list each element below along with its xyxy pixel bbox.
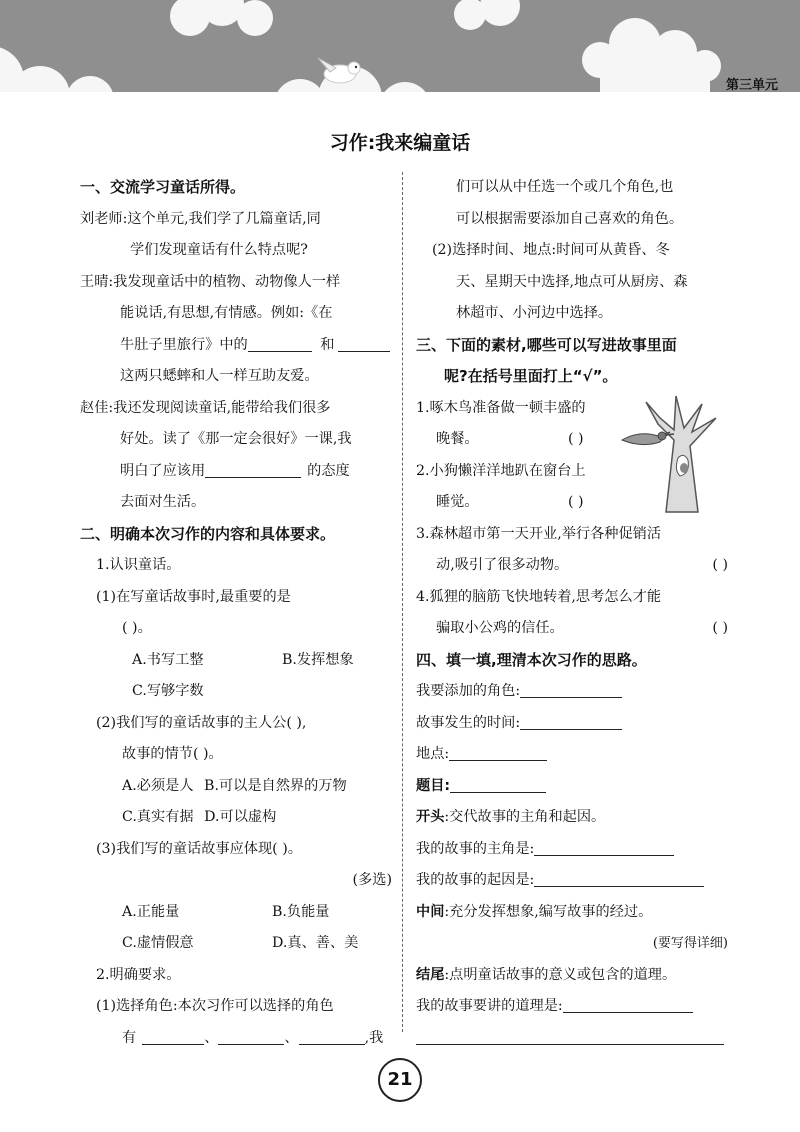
text-line: 学们发现童话有什么特点呢? — [130, 242, 308, 258]
text-line: 赵佳:我还发现阅读童话,能带给我们很多 — [80, 399, 331, 416]
option-c[interactable]: C.真实有据 — [122, 809, 194, 825]
blank-field[interactable] — [299, 1028, 365, 1045]
text: 明白了应该用 — [120, 462, 206, 479]
blank-field[interactable] — [142, 1028, 204, 1045]
text-line: 林超市、小河边中选择。 — [456, 305, 613, 321]
text-line: 王晴:我发现童话中的植物、动物像人一样 — [80, 273, 341, 290]
text-line: (2)选择时间、地点:时间可从黄昏、冬 — [432, 242, 670, 258]
text-line: 们可以从中任选一个或几个角色,也 — [456, 179, 674, 195]
note-multi: (多选) — [352, 872, 392, 888]
option-c[interactable]: C.虚情假意 — [122, 935, 194, 951]
text: 题目: — [416, 777, 451, 794]
text: 睡觉。 — [436, 494, 479, 510]
question: (2)我们写的童话故事的主人公( ), — [96, 714, 307, 731]
blank-field[interactable] — [563, 996, 693, 1013]
fill-line — [416, 834, 728, 866]
question: (3)我们写的童话故事应体现( )。 — [96, 840, 302, 857]
question: (1)在写童话故事时,最重要的是 — [96, 588, 291, 605]
answer-paren[interactable]: ( )。 — [122, 620, 152, 636]
page-title: 习作:我来编童话 — [329, 132, 471, 154]
clouds-decoration — [0, 0, 800, 92]
fill-line — [416, 771, 728, 803]
text: ,我 — [364, 1029, 384, 1046]
checkbox-paren[interactable]: ( ) — [568, 494, 584, 510]
text: 我的故事要讲的道理是: — [416, 998, 563, 1014]
text: 有 — [122, 1029, 137, 1046]
blank-field[interactable] — [534, 839, 674, 856]
option-c[interactable]: C.写够字数 — [132, 683, 204, 699]
text-line: 好处。读了《那一定会很好》一课,我 — [120, 431, 352, 447]
label-opening: 开头 — [416, 809, 445, 825]
checkbox-paren[interactable]: ( ) — [568, 431, 584, 447]
option-b[interactable]: B.发挥想象 — [282, 651, 354, 668]
blank-field[interactable] — [338, 335, 390, 352]
blank-field[interactable] — [416, 1028, 724, 1045]
fill-line — [416, 676, 728, 708]
text-line: 天、星期天中选择,地点可从厨房、森 — [456, 273, 688, 290]
text-line: 去面对生活。 — [120, 494, 206, 510]
fill-line — [416, 1023, 728, 1055]
question: (1)选择角色:本次习作可以选择的角色 — [96, 998, 334, 1014]
fill-line — [416, 739, 728, 771]
blank-field[interactable] — [248, 335, 312, 352]
option-a[interactable]: A.必须是人 — [122, 777, 194, 794]
material-4 — [416, 613, 728, 645]
text: 、 — [204, 1029, 219, 1046]
options — [80, 771, 392, 803]
blank-field[interactable] — [450, 776, 546, 793]
question: 故事的情节( )。 — [122, 746, 223, 762]
text-line — [416, 802, 728, 834]
option-d[interactable]: D.真、善、美 — [272, 935, 359, 951]
text: 晚餐。 — [436, 431, 479, 447]
left-column — [80, 172, 392, 1054]
text: 牛肚子里旅行》中的 — [120, 336, 248, 353]
header-banner — [0, 0, 800, 92]
material-3: 3.森林超市第一天开业,举行各种促销活 — [416, 525, 662, 542]
fill-line — [416, 991, 728, 1023]
text: :充分发挥想象,编写故事的经过。 — [444, 903, 653, 920]
text-line: 这两只蟋蟀和人一样互助友爱。 — [120, 368, 319, 384]
section-4-heading: 四、填一填,理清本次习作的思路。 — [416, 650, 647, 669]
option-a[interactable]: A.正能量 — [122, 903, 180, 920]
text: 骗取小公鸡的信任。 — [436, 620, 564, 636]
text-line — [80, 456, 392, 488]
material-3 — [416, 550, 728, 582]
option-d[interactable]: D.可以虚构 — [204, 809, 277, 825]
section-1-heading: 一、交流学习童话所得。 — [80, 178, 246, 196]
blank-field[interactable] — [520, 713, 622, 730]
text: :交代故事的主角和起因。 — [444, 809, 606, 825]
page-number: 21 — [378, 1058, 422, 1102]
fill-line — [416, 708, 728, 740]
options — [80, 897, 392, 929]
text-line: 可以根据需要添加自己喜欢的角色。 — [456, 210, 684, 227]
blank-field[interactable] — [205, 461, 301, 478]
note-detail: (要写得详细) — [652, 936, 728, 951]
blank-field[interactable] — [218, 1028, 284, 1045]
text: 我要添加的角色: — [416, 683, 521, 699]
label-ending: 结尾 — [416, 966, 445, 983]
checkbox-paren[interactable]: ( ) — [712, 557, 728, 573]
blank-field[interactable] — [534, 870, 704, 887]
section-3-heading: 三、下面的素材,哪些可以写进故事里面 — [416, 335, 677, 354]
unit-label: 第三单元 — [725, 78, 778, 92]
text: 和 — [320, 336, 335, 353]
bird-icon — [312, 52, 372, 92]
text: 地点: — [416, 746, 450, 762]
material-4: 4.狐狸的脑筋飞快地转着,思考怎么才能 — [416, 588, 662, 605]
question: 2.明确要求。 — [96, 966, 181, 983]
column-divider — [402, 172, 403, 1032]
options — [80, 645, 392, 677]
text: 故事发生的时间: — [416, 714, 521, 731]
option-b[interactable]: B.可以是自然界的万物 — [204, 777, 347, 794]
text: :点明童话故事的意义或包含的道理。 — [444, 966, 677, 983]
blank-field[interactable] — [520, 681, 622, 698]
text-line — [416, 897, 728, 929]
text: 动,吸引了很多动物。 — [436, 557, 569, 573]
text-line — [80, 330, 392, 362]
text: 的态度 — [307, 462, 350, 479]
options — [80, 802, 392, 834]
text-line — [80, 1023, 392, 1055]
blank-field[interactable] — [449, 744, 547, 761]
text-line: 能说话,有思想,有情感。例如:《在 — [120, 305, 333, 321]
text: 我的故事的主角是: — [416, 840, 535, 857]
text-line: 刘老师:这个单元,我们学了几篇童话,同 — [80, 210, 321, 227]
material-1: 1.啄木鸟准备做一顿丰盛的 — [416, 399, 586, 416]
section-2-heading: 二、明确本次习作的内容和具体要求。 — [80, 524, 336, 543]
option-b[interactable]: B.负能量 — [272, 903, 330, 920]
fill-line — [416, 865, 728, 897]
tree-bird-illustration — [618, 388, 728, 514]
text-line — [416, 960, 728, 992]
question: 1.认识童话。 — [96, 557, 181, 573]
section-3-heading: 呢?在括号里面打上“√”。 — [444, 367, 618, 385]
label-middle: 中间 — [416, 903, 445, 920]
text: 、 — [284, 1029, 299, 1046]
option-a[interactable]: A.书写工整 — [132, 651, 204, 668]
right-column — [416, 172, 728, 1054]
text: 我的故事的起因是: — [416, 872, 535, 888]
options — [80, 928, 392, 960]
material-2: 2.小狗懒洋洋地趴在窗台上 — [416, 462, 586, 479]
checkbox-paren[interactable]: ( ) — [712, 620, 728, 636]
